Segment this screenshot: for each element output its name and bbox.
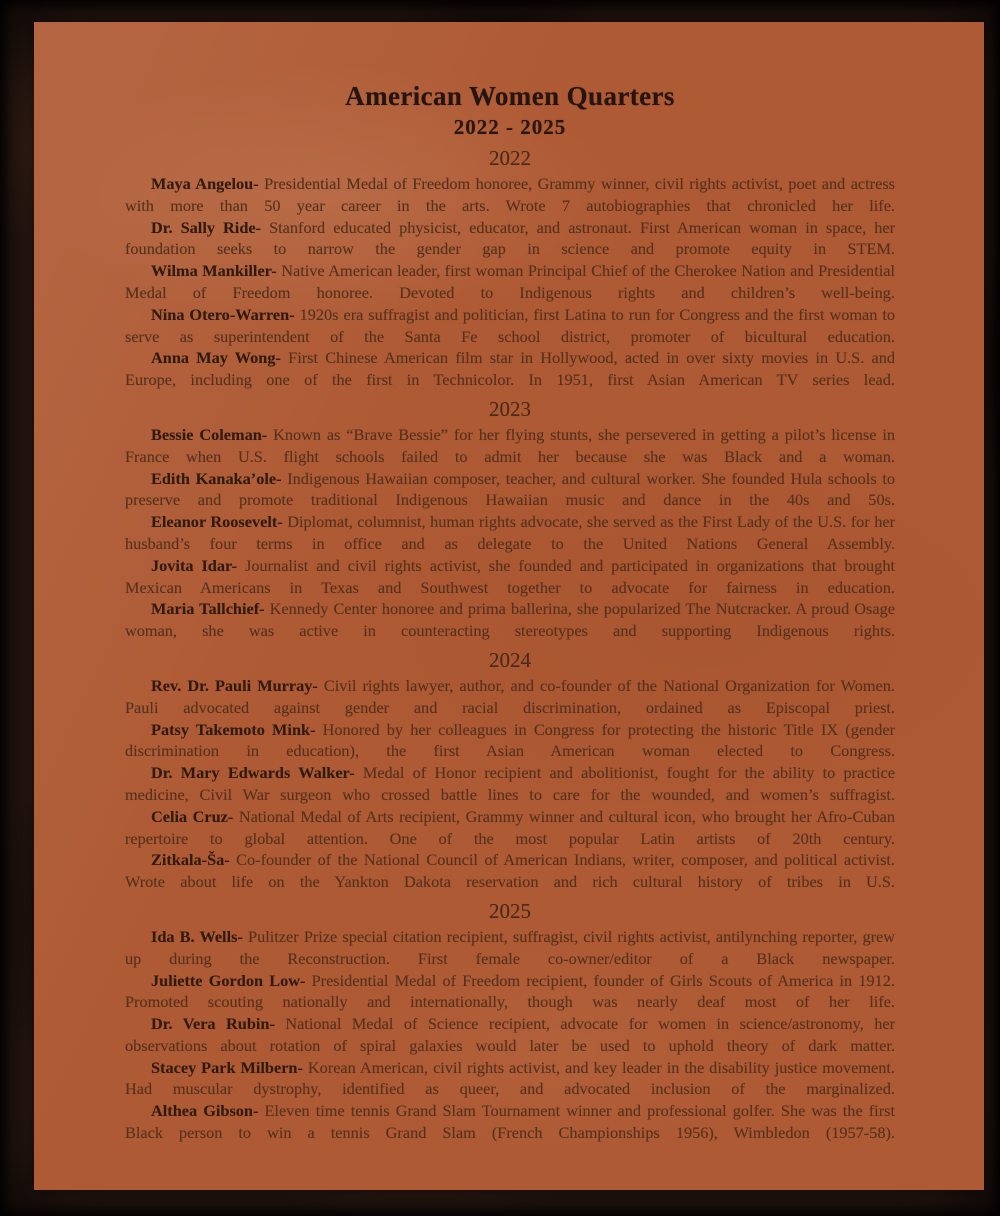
honoree-name: Jovita Idar: [151, 555, 232, 575]
page-title: American Women Quarters: [345, 81, 675, 111]
entry-wilma-mankiller: [125, 260, 895, 304]
honoree-description: National Medal of Science recipient, advocate for women in science/astronomy, her observations about rotation of spiral galaxies would later be used to uphold theory of dark matter.: [125, 1014, 895, 1055]
honoree-description: Diplomat, columnist, human rights advocate, she served as the First Lady of the U.S. for her husband’s four terms in office and as delegate to the United Nations General Assembly.: [125, 512, 895, 553]
honoree-name: Bessie Coleman: [151, 424, 262, 444]
honoree-description: Journalist and civil rights activist, she founded and participated in organizations that brought Mexican Americans in Texas and Southwest together to advocate for fairness in education.: [125, 555, 895, 597]
honoree-description: Co-founder of the National Council of American Indians, writer, composer, and political activist. Wrote about life on the Yankton Dakota reservation and rich cultural history of tribes in U.S.: [125, 850, 896, 892]
name-dash: -: [231, 555, 238, 575]
honoree-description: Native American leader, first woman Principal Chief of the Cherokee Nation and Presidential Medal of Freedom honoree. Devoted to Indigenous rights and children’s well-being.: [125, 261, 895, 302]
entry-juliette-gordon-low: [125, 970, 895, 1014]
year-heading-2023: 2023: [489, 396, 531, 421]
entry-pauli-murray: [125, 675, 895, 719]
name-dash: -: [276, 468, 282, 488]
honoree-description: Honored by her colleagues in Congress for protecting the historic Title IX (gender discrimination in education), the first Asian American woman elected to Congress.: [125, 719, 895, 761]
entry-bessie-coleman: [125, 424, 895, 468]
honoree-description: 1920s era suffragist and politician, first Latina to run for Congress and the first woman to serve as superintendent of the Santa Fe school district, promoter of bicultural education.: [125, 304, 895, 346]
entry-patsy-takemoto-mink: [125, 719, 895, 763]
honoree-description: First Chinese American film star in Hollywood, acted in over sixty movies in U.S. and Europe, including one of the first in Technicolor. In 1951, first Asian American TV series lead.: [125, 348, 896, 390]
honoree-description: Korean American, civil rights activist, and key leader in the disability justice movement. Had muscular dystrophy, identified as queer, and advocated inclusion of the marginalized.: [125, 1057, 896, 1099]
honoree-name: Maya Angelou: [151, 174, 254, 193]
name-dash: -: [252, 1101, 259, 1121]
name-dash: -: [224, 850, 230, 870]
honoree-description: Civil rights lawyer, author, and co-founder of the National Organization for Women. Pauli advocated against gender and racial discrimination, ordained as Episcopal priest.: [125, 675, 895, 717]
entry-celia-cruz: [125, 806, 895, 850]
name-dash: -: [275, 348, 281, 368]
honoree-description: Presidential Medal of Freedom honoree, Grammy winner, civil rights activist, poet and actress with more than 50 year career in the arts. Wrote 7 autobiographies that chronicled her life.: [125, 174, 895, 215]
year-heading-2024: 2024: [489, 647, 531, 672]
honoree-name: Rev. Dr. Pauli Murray: [151, 675, 313, 695]
honoree-name: Celia Cruz: [151, 806, 228, 826]
name-dash: -: [312, 675, 318, 695]
name-dash: -: [310, 719, 316, 739]
honoree-description: Eleven time tennis Grand Slam Tournament winner and professional golfer. She was the first Black person to win a tennis Grand Slam (French Championships 1956), Wimbledon (1957-58).: [125, 1101, 895, 1143]
panel-content: [34, 22, 984, 1190]
entry-eleanor-roosevelt: [125, 511, 895, 555]
honoree-name: Edith Kanaka’ole: [151, 468, 277, 488]
honoree-name: Patsy Takemoto Mink: [151, 719, 311, 739]
name-dash: -: [227, 806, 234, 826]
entry-maya-angelou: [125, 173, 895, 217]
honoree-name: Dr. Mary Edwards Walker: [151, 763, 350, 783]
name-dash: -: [271, 261, 277, 281]
honoree-name: Althea Gibson: [151, 1101, 253, 1121]
honoree-description: Kennedy Center honoree and prima ballerina, she popularized The Nutcracker. A proud Osage woman, she was active in counteracting stereotypes and supporting Indigenous rights.: [125, 599, 895, 641]
entry-vera-rubin: [125, 1013, 895, 1057]
honoree-description: Pulitzer Prize special citation recipient, suffragist, civil rights activist, antilynching reporter, grew up during the Reconstruction. First female co-owner/editor of a Black newspaper.: [125, 926, 895, 968]
name-dash: -: [255, 217, 262, 237]
info-panel: [34, 22, 984, 1190]
entry-sally-ride: [125, 217, 895, 261]
honoree-name: Juliette Gordon Low: [151, 970, 300, 990]
honoree-description: National Medal of Arts recipient, Grammy winner and cultural icon, who brought her Afro-Cuban repertoire to global attention. One of the most popular Latin artists of 20th century.: [125, 806, 896, 848]
honoree-name: Stacey Park Milbern: [151, 1057, 298, 1077]
name-dash: -: [253, 174, 259, 193]
entry-althea-gibson: [125, 1100, 895, 1144]
honoree-name: Wilma Mankiller: [151, 261, 272, 281]
name-dash: -: [277, 512, 283, 532]
honoree-name: Nina Otero-Warren: [151, 304, 290, 324]
name-dash: -: [299, 970, 306, 990]
name-dash: -: [269, 1014, 275, 1034]
entry-jovita-idar: [125, 555, 895, 599]
name-dash: -: [297, 1057, 303, 1077]
honoree-name: Eleanor Roosevelt: [151, 512, 278, 532]
entry-ida-b-wells: [125, 926, 895, 970]
entry-anna-may-wong: [125, 347, 895, 391]
entry-mary-edwards-walker: [125, 762, 895, 806]
name-dash: -: [349, 763, 355, 783]
honoree-name: Dr. Vera Rubin: [151, 1014, 270, 1034]
honoree-description: Stanford educated physicist, educator, and astronaut. First American woman in space, her foundation seeks to narrow the gender gap in science and promote equity in STEM.: [125, 217, 895, 259]
entry-edith-kanakaole: [125, 468, 895, 512]
honoree-name: Maria Tallchief: [151, 599, 260, 619]
entry-maria-tallchief: [125, 598, 895, 642]
entry-zitkala-sa: [125, 849, 895, 893]
honoree-description: Indigenous Hawaiian composer, teacher, and cultural worker. She founded Hula schools to preserve and promote traditional Indigenous Hawaiian music and dance in the 40s and 50s.: [125, 468, 895, 510]
honoree-description: Presidential Medal of Freedom recipient, founder of Girls Scouts of America in 1912. Promoted scouting nationally and internationally, though was nearly deaf most of her life.: [125, 970, 896, 1012]
honoree-name: Anna May Wong: [151, 348, 276, 368]
honoree-name: Ida B. Wells: [151, 926, 238, 946]
year-heading-2025: 2025: [489, 898, 531, 923]
name-dash: -: [289, 304, 295, 324]
honoree-name: Zitkala-Ša: [151, 850, 225, 870]
honoree-description: Medal of Honor recipient and abolitionist, fought for the ability to practice medicine, Civil War surgeon who crossed battle lines to care for the wounded, and women’s suffragist.: [125, 763, 895, 804]
name-dash: -: [261, 424, 268, 444]
entry-nina-otero-warren: [125, 304, 895, 348]
entry-stacey-park-milbern: [125, 1057, 895, 1101]
year-heading-2022: 2022: [489, 146, 531, 170]
name-dash: -: [237, 926, 243, 946]
name-dash: -: [259, 599, 265, 619]
page-subtitle: 2022 - 2025: [453, 115, 567, 139]
honoree-description: Known as “Brave Bessie” for her flying stunts, she persevered in getting a pilot’s license in France when U.S. flight schools failed to admit her because she was Black and a woman.: [125, 424, 895, 466]
honoree-name: Dr. Sally Ride: [151, 217, 256, 237]
